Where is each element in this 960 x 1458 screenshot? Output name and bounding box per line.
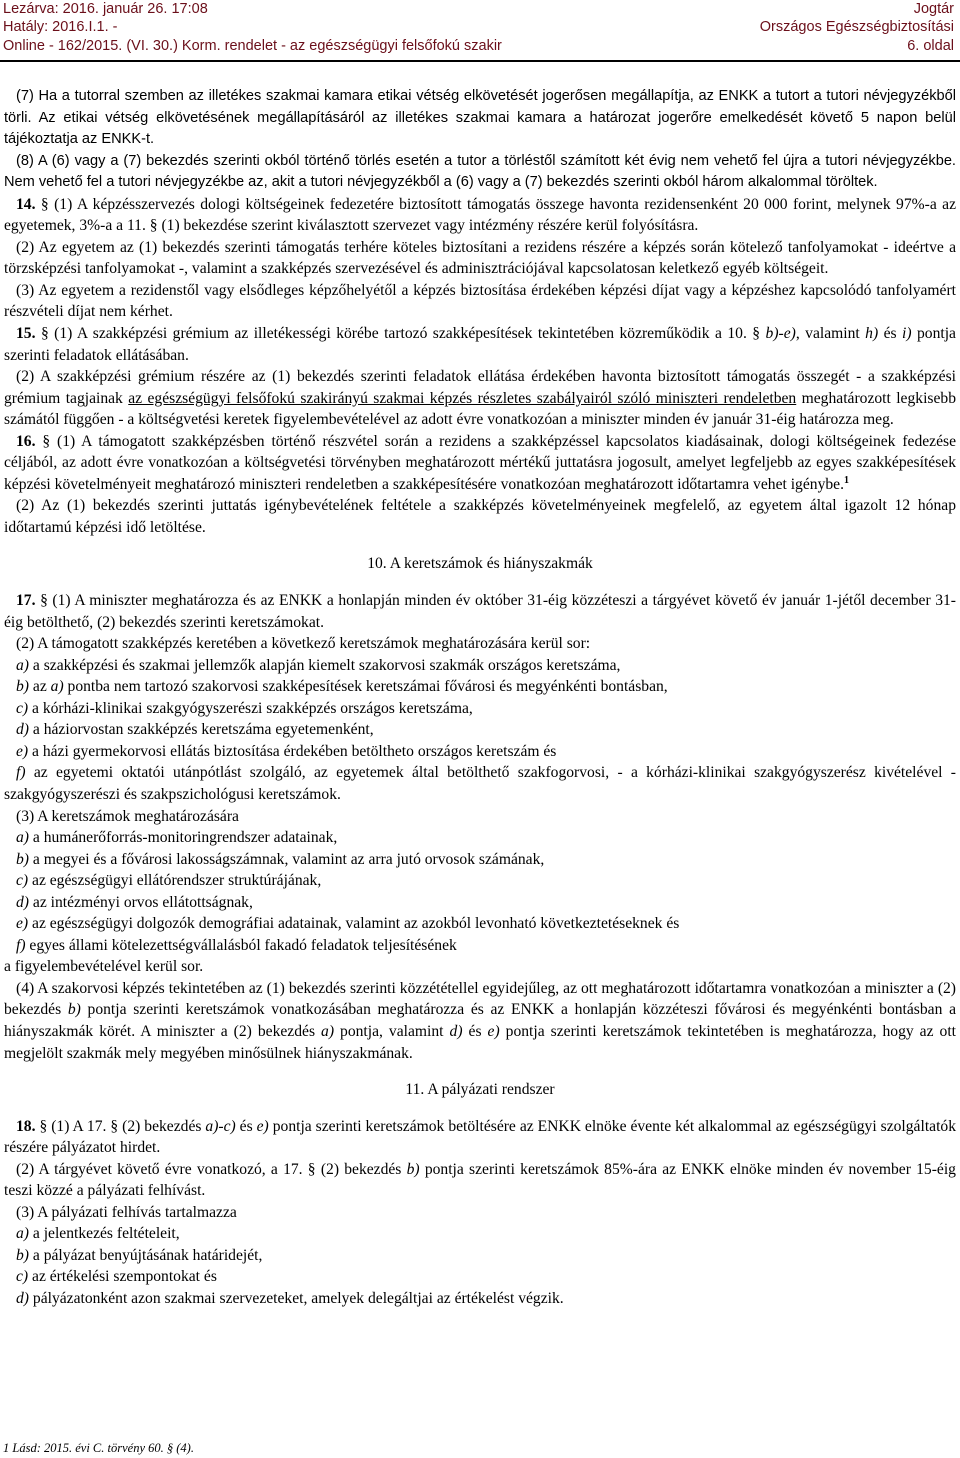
section-number: 17. [16, 592, 36, 610]
list-item: f) az egyetemi oktatói utánpótlást szolgáló, az egyetemek által betölthető szakfogorvosi, - a kórházi-klinikai szakgyógyszerész kivételével - szakgyógyszerészi és szakpszichológusi keretszámok. [4, 764, 956, 803]
regulation-link[interactable]: az egészségügyi felsőfokú szakirányú szakmai képzés részletes szabályairól szóló miniszteri rendeletben [128, 389, 797, 407]
section-number: 18. [16, 1117, 36, 1135]
list-item: e) a házi gyermekorvosi ellátás biztosítása érdekében betöltheto országos keretszám és [16, 742, 557, 760]
list-item: c) a kórházi-klinikai szakgyógyszerészi szakképzés országos keretszáma, [16, 699, 473, 717]
section-18-paragraph-1: 18. § (1) A 17. § (2) bekezdés a)-c) és e) pontja szerinti keretszámok betöltésére az ENKK elnöke évente két alkalommal az egészségügyi szolgáltatók részére pályázatot hirdet. [4, 1117, 956, 1157]
document-title: Online - 162/2015. (VI. 30.) Korm. rendelet - az egészségügyi felsőfokú szakir [3, 38, 502, 54]
organization-name: Országos Egészségbiztosítási [759, 19, 954, 35]
list-item: c) az értékelési szempontokat és [16, 1268, 217, 1286]
section-14-paragraph-1: 14. § (1) A képzésszervezés dologi költségeinek fedezetére biztosított támogatás összege havonta rezidensenként 20 000 forint, melynek 97%-a az egyetemek, 3%-a a 11. § (1) bekezdése szerint kiválasztott szervezet vagy intézmény részére kerül folyósításra. [4, 195, 956, 235]
section-14-paragraph-2: (2) Az egyetem az (1) bekezdés szerinti támogatás terhére köteles biztosítani a rezidens részére a képzés során kötelező tanfolyamokat - ideértve a törzsképzési tanfolyamokat -, valamint a szakképzés szervezésével és adminisztrációjával kapcsolatosan keletkező egyéb költségeit. [4, 238, 956, 278]
section-17-paragraph-4: (4) A szakorvosi képzés tekintetében az (1) bekezdés szerinti közzététellel egyidejűleg, az ott meghatározott időtartamra vonatkozóan a miniszter a (2) bekezdés b) pontja szerinti keretszámok vonatkozásában meghatározza és az ENKK a honlapján közzéteszi fővárosi és megyénkénti bontásban a hiányszakmák körét. A miniszter a (2) bekezdés a) pontja, valamint d) és e) pontja szerinti keretszámok tekintetében is meghatározza, hogy az ott megjelölt szakmák mely megyében minősülnek hiányszakmának. [4, 979, 956, 1062]
section-15-paragraph-2: (2) A szakképzési grémium részére az (1) bekezdés szerinti feladatok ellátása érdekében havonta biztosított támogatás összegét - a szakképzési grémium tagjainak az egészségügyi felsőfokú szakirányú szakmai képzés részletes szabályairól szóló miniszteri rendeletben meghatározott legkisebb számától függően - a költségvetési keretek figyelembevételével az adott évre vonatkozóan a miniszter minden év január 31-éig határozza meg. [4, 368, 956, 429]
list-item: a) a jelentkezés feltételeit, [16, 1225, 180, 1243]
list-item: d) pályázatonként azon szakmai szervezeteket, amelyek delegáltjai az értékelést végzik. [16, 1289, 564, 1307]
list-item: b) az a) pontba nem tartozó szakorvosi szakképesítések keretszámai fővárosi és megyénkénti bontásban, [16, 678, 668, 696]
effective-date: Hatály: 2016.I.1. - [3, 19, 118, 35]
section-number: 14. [16, 195, 36, 213]
closing-date: Lezárva: 2016. január 26. 17:08 [3, 1, 208, 17]
list-item: e) az egészségügyi dolgozók demográfiai adatainak, valamint az azokból levonható következtetéseknek és [16, 915, 680, 933]
list-item: a) a humánerőforrás-monitoringrendszer adatainak, [16, 829, 338, 847]
header-divider [0, 60, 960, 62]
chapter-heading-10: 10. A keretszámok és hiányszakmák [367, 555, 593, 573]
section-number: 15. [16, 325, 36, 343]
list-item: f) egyes állami kötelezettségvállalásból fakadó feladatok teljesítésének [16, 936, 457, 954]
list-item: a) a szakképzési és szakmai jellemzők alapján kiemelt szakorvosi szakmák országos keretszáma, [16, 656, 621, 674]
paragraph-7: (7) Ha a tutorral szemben az illetékes szakmai kamara etikai vétség elkövetését jogerősen megállapítja, az ENKK a tutort a tutori névjegyzékből törli. Az etikai vétség elkövetésének megállapításáról az illetékes szakmai kamara a határozat jogerőre emelkedését követő 5 napon belül tájékoztatja az ENKK-t. [4, 88, 956, 148]
section-18-paragraph-3: (3) A pályázati felhívás tartalmazza [16, 1203, 237, 1221]
list-item: c) az egészségügyi ellátórendszer struktúrájának, [16, 872, 322, 890]
section-18-paragraph-2: (2) A tárgyévet követő évre vonatkozó, a 17. § (2) bekezdés b) pontja szerinti keretszámok 85%-ára az ENKK elnöke minden év november 15-éig teszi közzé a pályázati felhívást. [4, 1160, 956, 1200]
section-16-paragraph-1: 16. § (1) A támogatott szakképzésben történő részvétel során a rezidens a szakképzéssel kapcsolatos kiadásainak, dologi költségeinek fedezése céljából, az adott évre vonatkozóan a költségvetési törvényben meghatározott mértékű juttatásra jogosult, amelyet legfeljebb az egyes szakképesítések képzési követelményeit meghatározó miniszteri rendeletben a szakképesítésére vonatkozóan meghatározott időtartamra vehet igénybe.$^1$ [4, 432, 956, 493]
page-number: 6. oldal [907, 38, 954, 54]
page-header [0, 0, 960, 60]
document-body [4, 86, 956, 1310]
section-17-paragraph-3: (3) A keretszámok meghatározására [16, 807, 239, 825]
section-14-paragraph-3: (3) Az egyetem a rezidenstől vagy elsődleges képzőhelyétől a képzés biztosítása érdekében képzési díjat vagy a képzéshez kapcsolódó tanfolyamért részvételi díjat nem kérhet. [4, 281, 956, 321]
section-17-paragraph-2: (2) A támogatott szakképzés keretében a következő keretszámok meghatározására kerül sor: [16, 635, 591, 653]
section-17-paragraph-1: 17. § (1) A miniszter meghatározza és az ENKK a honlapján minden év október 31-éig közzéteszi a tárgyévet követő év január 1-jétől december 31-éig betölthető, (2) bekezdés szerinti keretszámokat. [4, 592, 956, 631]
section-15-paragraph-1: 15. § (1) A szakképzési grémium az illetékességi körébe tartozó szakképesítések tekintetében közreműködik a 10. § b)-e), valamint h) és i) pontja szerinti feladatok ellátásában. [4, 325, 956, 364]
list-item: d) a háziorvostan szakképzés keretszáma egyetemenként, [16, 721, 374, 739]
section-number: 16. [16, 432, 36, 450]
list-item: b) a pályázat benyújtásának határidejét, [16, 1246, 263, 1264]
footnote: 1 Lásd: 2015. évi C. törvény 60. § (4). [3, 1441, 194, 1455]
paragraph-8: (8) A (6) vagy a (7) bekezdés szerinti okból történő törlés esetén a tutor a törléstől számított két évig nem vehető fel újra a tutori névjegyzékbe. Nem vehető fel a tutori névjegyzékbe az, akit a tutori névjegyzékből a (6) vagy a (7) bekezdés szerinti okból három alkalommal töröltek. [4, 152, 956, 191]
footnote-ref[interactable]: 1 [843, 474, 849, 486]
chapter-heading-11: 11. A pályázati rendszer [405, 1081, 555, 1099]
brand-name: Jogtár [913, 1, 954, 17]
list-conclusion: a figyelembevételével kerül sor. [4, 958, 204, 976]
list-item: b) a megyei és a fővárosi lakosságszámnak, valamint az arra jutó orvosok számának, [16, 850, 545, 868]
list-item: d) az intézményi orvos ellátottságnak, [16, 893, 253, 911]
section-16-paragraph-2: (2) Az (1) bekezdés szerinti juttatás igénybevételének feltétele a szakképzés követelményeinek megfelelő, az egyetem által igazolt 12 hónap időtartamú képzési idő letöltése. [4, 497, 956, 536]
